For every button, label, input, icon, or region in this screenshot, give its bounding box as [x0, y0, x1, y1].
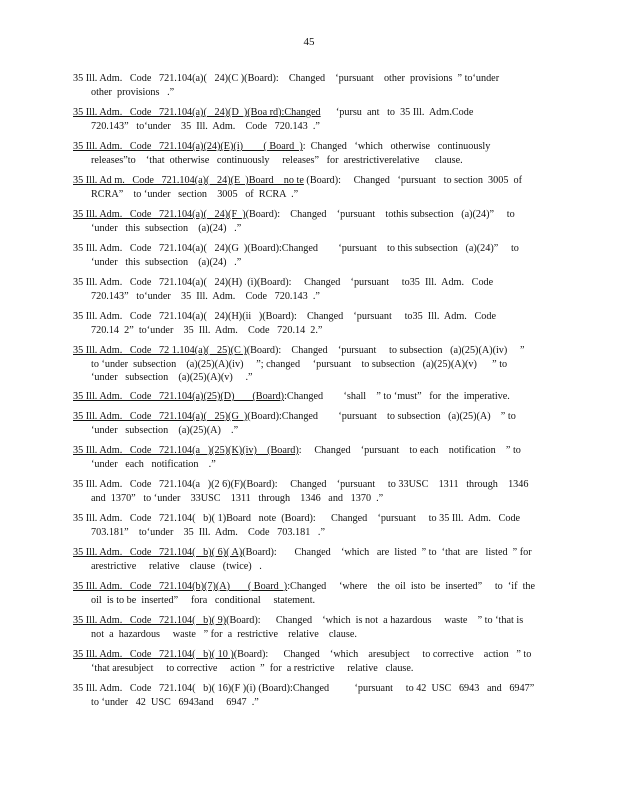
amendment-line: and 1370” to ‘under 33USC 1311 through 1346 and 1370 .”: [91, 492, 384, 504]
amendment-line: 35 Ill. Adm. Code 721.104(a)( 24)(H) (i)(Board): Changed ‘pursuant to35 Ill. Adm. Code: [73, 277, 494, 288]
amendment-line: 703.181” to‘under 35 Ill. Adm. Code 703.181 .”: [91, 526, 326, 538]
amendment-line: 35 Ill. Adm. Code 721.104( b)( 6)( A)(Board): Changed ‘which are listed ” to ‘that are listed ” for: [73, 547, 532, 558]
amendment-line: ‘under this subsection (a)(24) .”: [91, 256, 242, 268]
amendment-line: ‘that aresubject to corrective action ” for a restrictive relative clause.: [91, 662, 414, 674]
amendment-line: to ‘under subsection (a)(25)(A)(iv) ”; changed ‘pursuant to subsection (a)(25)(A)(v) ” to: [91, 358, 508, 370]
amendment-entry: [73, 512, 541, 539]
amendment-line: ‘under each notification .”: [91, 458, 216, 470]
citation-underlined: 35 Ill. Adm. Code 721.104(a)(25)(D) (Board): [73, 391, 285, 402]
amendment-line: 35 Ill. Adm. Code 721.104(a)( 24)(C )(Board): Changed ‘pursuant other provisions ” to‘under: [73, 73, 500, 84]
citation-underlined: 35 Ill. Adm. Code 72 1.104(a)( 25)(C ): [73, 345, 247, 356]
citation-underlined: 35 Ill. Adm. Code 721.104(a)( 24)(F ): [73, 209, 246, 220]
amendment-line: 35 Ill. Adm. Code 721.104(a)( 24)(G )(Board):Changed ‘pursuant to this subsection (a)(24)” to: [73, 243, 519, 254]
citation-underlined: 35 Ill. Ad m. Code 721.104(a)( 24)(E )Board no te: [73, 175, 304, 186]
amendment-line: 35 Ill. Adm. Code 721.104(a)( 24)(H)(ii )(Board): Changed ‘pursuant to35 Ill. Adm. Code: [73, 311, 496, 322]
amendment-entry: [73, 208, 541, 235]
amendment-line: RCRA” to ‘under section 3005 of RCRA .”: [91, 188, 299, 200]
amendment-entry: [73, 276, 541, 303]
amendment-entry: [73, 410, 541, 437]
amendment-line: 35 Ill. Adm. Code 721.104( b)( 1)Board note (Board): Changed ‘pursuant to 35 Ill. Adm. Code: [73, 513, 521, 524]
citation-underlined: 35 Ill. Adm. Code 721.104( b)( 9): [73, 615, 227, 626]
amendment-line: 35 Ill. Adm. Code 721.104( b)( 16)(F )(i) (Board):Changed ‘pursuant to 42 USC 6943 and 6947”: [73, 683, 535, 694]
amendment-entry: [73, 546, 541, 573]
amendment-entry: [73, 344, 541, 385]
citation-underlined: 35 Ill. Adm. Code 721.104(b)(7)(A) ( Board ): [73, 581, 288, 592]
amendment-entry: [73, 106, 541, 133]
amendment-entry: [73, 444, 541, 471]
amendment-entry: [73, 140, 541, 167]
amendment-entry: [73, 614, 541, 641]
amendment-line: 720.14 2” to‘under 35 Ill. Adm. Code 720.14 2.”: [91, 324, 323, 336]
amendment-line: 35 Ill. Adm. Code 721.104( b)( 9)(Board): Changed ‘which is not a hazardous waste ” to ‘that is: [73, 615, 524, 626]
citation-underlined: 35 Ill. Adm. Code 721.104(a)( 24)(D )(Boa rd):Changed: [73, 107, 321, 118]
amendment-line: 720.143” to‘under 35 Ill. Adm. Code 720.143 .”: [91, 120, 320, 132]
amendment-line: oil is to be inserted” fora conditional statement.: [91, 594, 316, 606]
amendment-entry: [73, 72, 541, 99]
amendment-entry: [73, 242, 541, 269]
amendment-line: 35 Ill. Adm. Code 721.104( b)( 10 )(Board): Changed ‘which aresubject to corrective action ” to: [73, 649, 532, 660]
citation-underlined: 35 Ill. Adm. Code 721.104( b)( 10 ): [73, 649, 234, 660]
amendment-entry: [73, 682, 541, 709]
amendment-line: 35 Ill. Adm. Code 721.104(a)(24)(E)(i) ( Board ): Changed ‘which otherwise continuously: [73, 141, 491, 152]
citation-underlined: 35 Ill. Adm. Code 721.104(a)(24)(E)(i) ( Board ): [73, 141, 303, 152]
amendment-line: 35 Ill. Ad m. Code 721.104(a)( 24)(E )Board no te (Board): Changed ‘pursuant to section 3005 of: [73, 175, 523, 186]
amendment-line: ‘under subsection (a)(25)(A)(v) .”: [91, 372, 253, 384]
amendment-line: 35 Ill. Adm. Code 721.104(a)(25)(D) (Board):Changed ‘shall ” to ‘must” for the imperative.: [73, 391, 510, 402]
amendment-line: 35 Ill. Adm. Code 721.104(a)( 24)(F )(Board): Changed ‘pursuant tothis subsection (a)(24)” to: [73, 209, 515, 220]
page-number: 45: [303, 36, 315, 48]
amendment-entry: [73, 648, 541, 675]
amendment-line: 35 Ill. Adm. Code 721.104(b)(7)(A) ( Board ):Changed ‘where the oil isto be inserted” to ‘if the: [73, 581, 536, 592]
amendment-line: ‘under subsection (a)(25)(A) .”: [91, 424, 239, 436]
amendment-line: 720.143” to‘under 35 Ill. Adm. Code 720.143 .”: [91, 290, 320, 302]
amendment-line: arestrictive relative clause (twice) .: [91, 560, 262, 572]
amendment-entry: [73, 580, 541, 607]
amendment-line: other provisions .”: [91, 86, 175, 98]
amendment-entry: [73, 174, 541, 201]
amendment-line: to ‘under 42 USC 6943and 6947 .”: [91, 696, 259, 708]
citation-underlined: 35 Ill. Adm. Code 721.104(a)( 25)(G ): [73, 411, 248, 422]
amendment-line: not a hazardous waste ” for a restrictive relative clause.: [91, 628, 357, 640]
amendment-entry: [73, 390, 541, 404]
amendment-line: 35 Ill. Adm. Code 72 1.104(a)( 25)(C )(Board): Changed ‘pursuant to subsection (a)(25)(A)(iv) ”: [73, 345, 525, 356]
amendment-line: ‘under this subsection (a)(24) .”: [91, 222, 242, 234]
amendment-line: 35 Ill. Adm. Code 721.104(a)( 25)(G )(Board):Changed ‘pursuant to subsection (a)(25)(A) ” to: [73, 411, 516, 422]
amendment-line: 35 Ill. Adm. Code 721.104(a )(25)(K)(iv) (Board): Changed ‘pursuant to each notification ” to: [73, 445, 521, 456]
amendment-line: 35 Ill. Adm. Code 721.104(a)( 24)(D )(Boa rd):Changed ‘pursu ant to 35 Ill. Adm.Code: [73, 107, 474, 118]
amendment-line: 35 Ill. Adm. Code 721.104(a )(2 6)(F)(Board): Changed ‘pursuant to 33USC 1311 through 1346: [73, 479, 529, 490]
citation-underlined: 35 Ill. Adm. Code 721.104( b)( 6)( A): [73, 547, 243, 558]
amendment-entry: [73, 310, 541, 337]
amendment-entry: [73, 478, 541, 505]
amendment-line: releases”to ‘that otherwise continuously releases” for arestrictiverelative clause.: [91, 154, 463, 166]
citation-underlined: 35 Ill. Adm. Code 721.104(a )(25)(K)(iv) (Board): [73, 445, 299, 456]
